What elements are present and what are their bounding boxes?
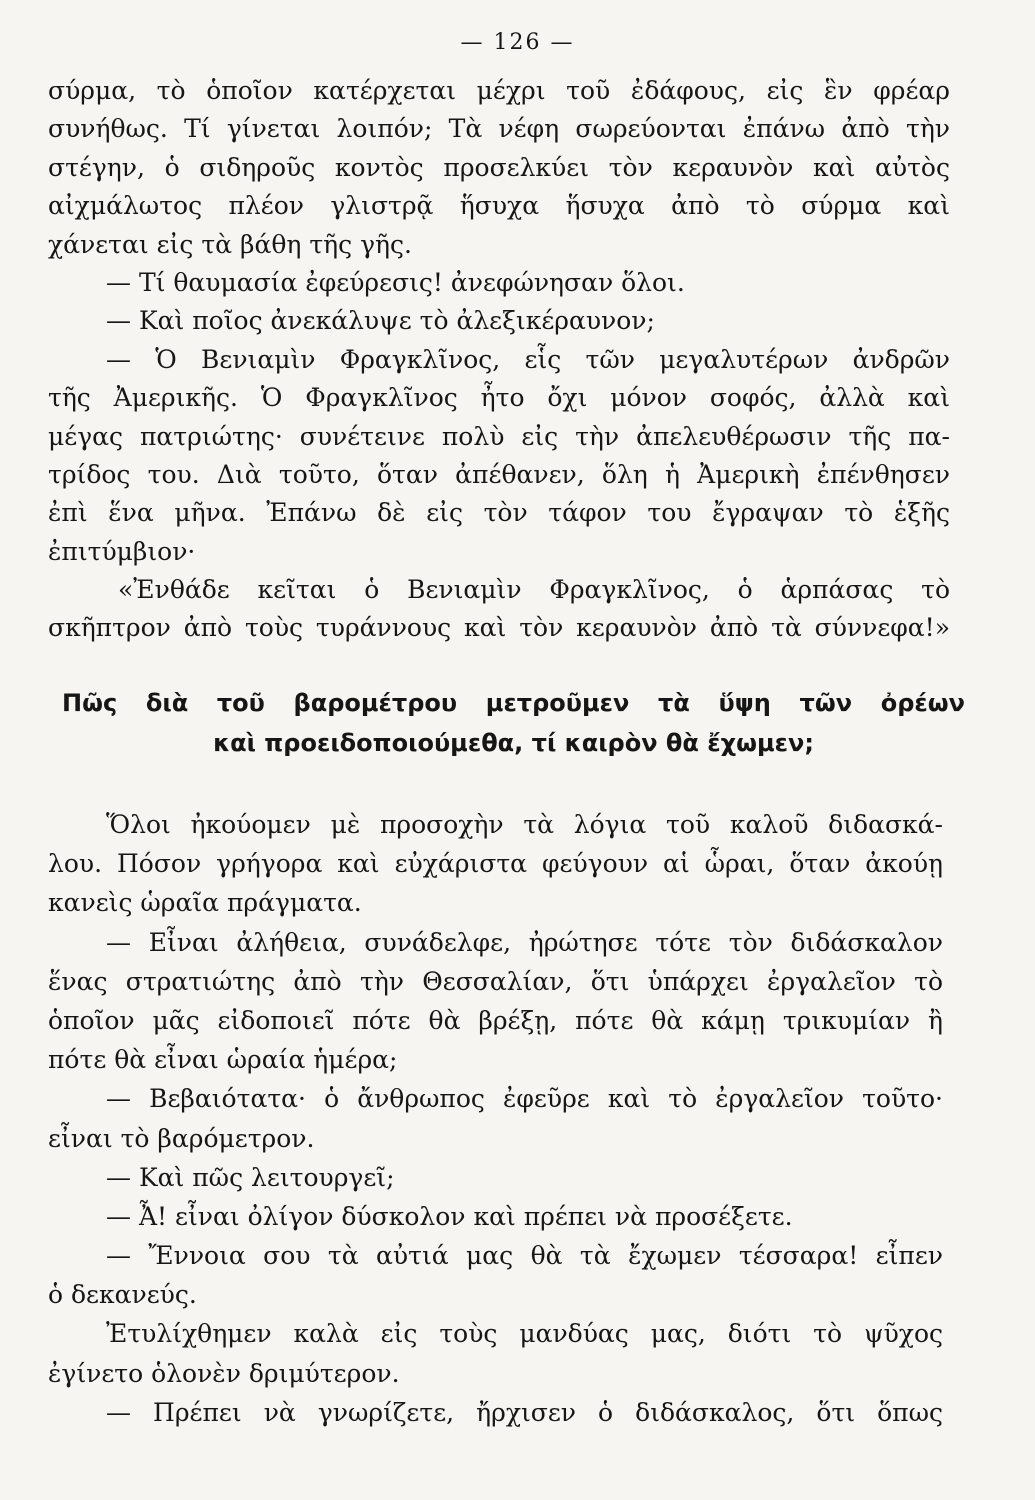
dialogue-line: — Ἔννοια σου τὰ αὐτιά μας θὰ τὰ ἔχωμεν τέσσαρα! εἶπεν	[106, 1241, 943, 1271]
text-line: στέγην, ὁ σιδηροῦς κοντὸς προσελκύει τὸν κεραυνὸν καὶ αὐτὸς	[48, 152, 950, 182]
epitaph-line: σκῆπτρον ἀπὸ τοὺς τυράννους καὶ τὸν κεραυνὸν ἀπὸ τὰ σύννεφα!»	[48, 613, 950, 643]
page-number: — 126 —	[460, 30, 575, 55]
text-line: πότε θὰ εἶναι ὡραία ἡμέρα;	[48, 1045, 398, 1075]
text-line: ὁποῖον μᾶς εἰδοποιεῖ πότε θὰ βρέξῃ, πότε θὰ κάμῃ τρικυμίαν ἢ	[48, 1005, 943, 1035]
text-line: τρίδος του. Διὰ τοῦτο, ὅταν ἀπέθανεν, ὅλη ἡ Ἀμερικὴ ἐπένθησεν	[48, 459, 950, 489]
text-line: ἐπὶ ἕνα μῆνα. Ἐπάνω δὲ εἰς τὸν τάφον του ἔγραψαν τὸ ἑξῆς	[48, 498, 950, 528]
dialogue-line: — Εἶναι ἀλήθεια, συνάδελφε, ἠρώτησε τότε τὸν διδάσκαλον	[106, 927, 943, 957]
text-line: αἰχμάλωτος πλέον γλιστρᾷ ἥσυχα ἥσυχα ἀπὸ τὸ σύρμα καὶ	[48, 191, 950, 221]
text-line: σύρμα, τὸ ὁποῖον κατέρχεται μέχρι τοῦ ἐδάφους, εἰς ἓν φρέαρ	[48, 76, 950, 105]
text-line: κανεὶς ὡραῖα πράγματα.	[48, 888, 362, 918]
text-line: ἕνας στρατιώτης ἀπὸ τὴν Θεσσαλίαν, ὅτι ὑπάρχει ἐργαλεῖον τὸ	[48, 966, 943, 996]
text-line: ὁ δεκανεύς.	[48, 1280, 197, 1310]
dialogue-line: — Πρέπει νὰ γνωρίζετε, ἤρχισεν ὁ διδάσκαλος, ὅτι ὅπως	[106, 1397, 943, 1427]
text-line: ἐπιτύμβιον·	[48, 536, 196, 566]
dialogue-line: — Βεβαιότατα· ὁ ἄνθρωπος ἐφεῦρε καὶ τὸ ἐργαλεῖον τοῦτο·	[106, 1084, 943, 1114]
text-line: τῆς Ἀμερικῆς. Ὁ Φραγκλῖνος ἦτο ὄχι μόνον σοφός, ἀλλὰ καὶ	[48, 383, 950, 413]
text-line: χάνεται εἰς τὰ βάθη τῆς γῆς.	[48, 229, 412, 259]
text-line: συνήθως. Τί γίνεται λοιπόν; Τὰ νέφη σωρεύονται ἐπάνω ἀπὸ τὴν	[48, 114, 950, 144]
heading-line-1: Πῶς διὰ τοῦ βαρομέτρου μετροῦμεν τὰ ὕψη τῶν ὀρέων	[62, 689, 965, 717]
dialogue-line: — Καὶ ποῖος ἀνεκάλυψε τὸ ἀλεξικέραυνον;	[106, 306, 655, 336]
text-line: λου. Πόσον γρήγορα καὶ εὐχάριστα φεύγουν αἱ ὧραι, ὅταν ἀκούῃ	[48, 849, 943, 879]
heading-line-2: καὶ προειδοποιούμεθα, τί καιρὸν θὰ ἔχωμεν;	[213, 729, 814, 757]
text-line: Ἐτυλίχθημεν καλὰ εἰς τοὺς μανδύας μας, διότι τὸ ψῦχος	[106, 1319, 943, 1349]
dialogue-line: — Καὶ πῶς λειτουργεῖ;	[106, 1162, 395, 1192]
text-line: Ὅλοι ἠκούομεν μὲ προσοχὴν τὰ λόγια τοῦ καλοῦ διδασκά-	[106, 810, 943, 839]
text-line: μέγας πατριώτης· συνέτεινε πολὺ εἰς τὴν ἀπελευθέρωσιν τῆς πα-	[48, 421, 950, 451]
epitaph-line: «Ἐνθάδε κεῖται ὁ Βενιαμὶν Φραγκλῖνος, ὁ ἁρπάσας τὸ	[118, 575, 950, 605]
text-line: ἐγίνετο ὁλονὲν δριμύτερον.	[48, 1358, 400, 1388]
text-section-barometer	[0, 805, 1035, 1432]
dialogue-line: — Ὁ Βενιαμὶν Φραγκλῖνος, εἷς τῶν μεγαλυτέρων ἀνδρῶν	[106, 344, 950, 374]
text-line: εἶναι τὸ βαρόμετρον.	[48, 1123, 315, 1153]
dialogue-line: — Ἆ! εἶναι ὀλίγον δύσκολον καὶ πρέπει νὰ προσέξετε.	[106, 1201, 793, 1231]
dialogue-line: — Τί θαυμασία ἐφεύρεσις! ἀνεφώνησαν ὅλοι.	[106, 267, 685, 297]
section-heading	[0, 683, 1035, 763]
text-section-lightning-rod	[0, 72, 1035, 648]
